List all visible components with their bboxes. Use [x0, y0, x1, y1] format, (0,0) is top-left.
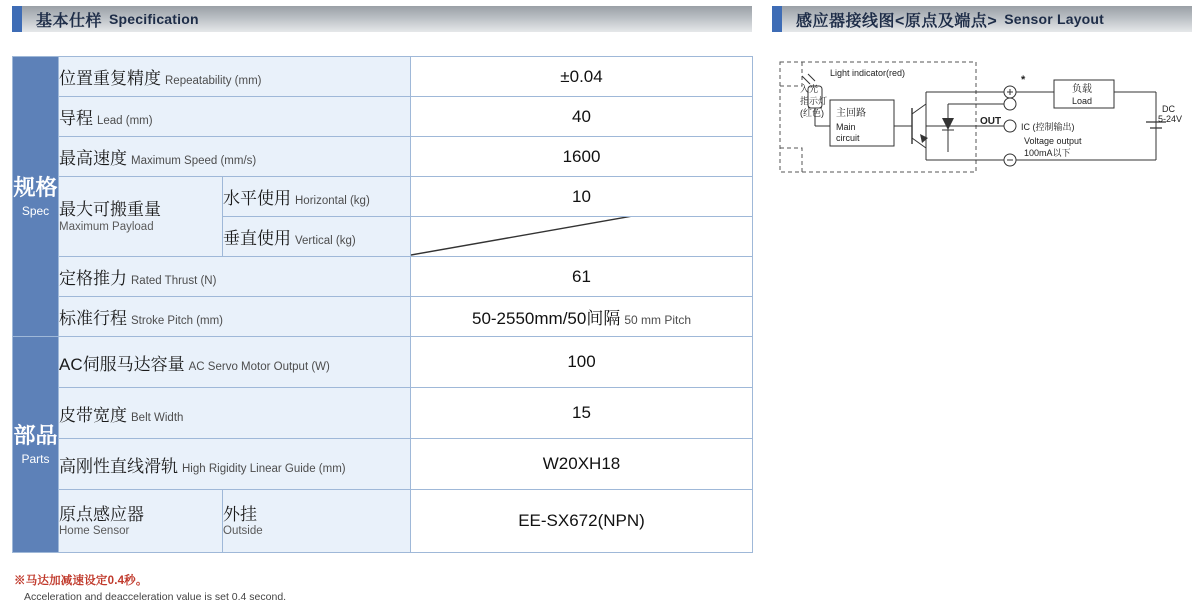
- sensor-section-header: [772, 6, 1192, 32]
- ic-output-label: IC (控制输出): [1021, 122, 1075, 132]
- light-indicator-label-cn-1: 入光: [800, 84, 819, 94]
- group-label-spec: [13, 57, 59, 337]
- row-label-linear-guide-en: High Rigidity Linear Guide (mm): [182, 462, 346, 475]
- table-row: [13, 337, 753, 388]
- row-label-repeatability-cn: 位置重复精度: [59, 69, 161, 88]
- row-label-payload-vertical-en: Vertical (kg): [295, 235, 356, 247]
- row-label-max-speed-en: Maximum Speed (mm/s): [131, 155, 257, 167]
- footnote-cn: ※马达加减速设定0.4秒。: [14, 575, 148, 587]
- footnote-en: Acceleration and deacceleration value is set 0.4 second.: [24, 591, 287, 603]
- row-label-rated-thrust-en: Rated Thrust (N): [131, 275, 217, 287]
- row-label-payload-horizontal-cn: 水平使用: [223, 189, 291, 208]
- row-label-max-payload: [59, 177, 223, 257]
- row-label-home-sensor-outside-cn: 外挂: [223, 504, 257, 524]
- row-label-belt-width-en: Belt Width: [131, 411, 184, 424]
- row-label-home-sensor-cn: 原点感应器: [59, 504, 144, 524]
- row-value-rated-thrust: 61: [411, 257, 753, 297]
- row-label-rated-thrust: [59, 257, 411, 297]
- row-label-home-sensor-outside: [223, 490, 411, 553]
- table-row: [13, 177, 753, 217]
- row-value-stroke-pitch-main: 50-2550mm/50间隔: [471, 309, 621, 328]
- row-label-rated-thrust-cn: 定格推力: [59, 269, 127, 288]
- light-indicator-label-cn-2: 指示灯: [800, 96, 828, 106]
- dc-label-1: DC: [1162, 104, 1175, 114]
- row-label-lead-cn: 导程: [59, 109, 93, 128]
- row-label-repeatability: [59, 57, 411, 97]
- row-value-stroke-pitch-sub: 50 mm Pitch: [624, 313, 692, 327]
- spec-section-header: [12, 6, 752, 32]
- row-label-home-sensor: [59, 490, 223, 553]
- row-label-max-payload-en: Maximum Payload: [59, 220, 154, 233]
- specification-table: [12, 56, 753, 553]
- row-label-belt-width-cn: 皮带宽度: [59, 405, 127, 425]
- table-row: [13, 257, 753, 297]
- table-row: [13, 97, 753, 137]
- spec-header-title-cn: 基本仕样: [36, 12, 103, 30]
- main-circuit-label-cn: 主回路: [836, 108, 866, 119]
- row-value-stroke-pitch: [411, 297, 753, 337]
- sensor-wiring-schematic: [772, 48, 1192, 198]
- light-indicator-label-en: Light indicator(red): [830, 68, 906, 78]
- diagonal-strike-icon: [411, 217, 752, 256]
- row-label-max-speed: [59, 137, 411, 177]
- row-label-home-sensor-outside-en: Outside: [223, 525, 263, 538]
- out-terminal-label: OUT: [980, 116, 1002, 127]
- row-label-servo-motor-output: [59, 337, 411, 388]
- group-label-parts: [13, 337, 59, 553]
- sensor-header-title-cn: 感应器接线图<原点及端点>: [796, 12, 998, 30]
- row-label-stroke-pitch: [59, 297, 411, 337]
- row-label-belt-width: [59, 388, 411, 439]
- spec-header-bar: [22, 6, 752, 32]
- row-label-max-speed-cn: 最高速度: [59, 149, 127, 168]
- row-label-servo-motor-output-en: AC Servo Motor Output (W): [188, 360, 330, 373]
- row-label-payload-horizontal: [223, 177, 411, 217]
- row-value-repeatability: ±0.04: [411, 57, 753, 97]
- row-label-linear-guide: [59, 439, 411, 490]
- light-indicator-label-cn-3: (红色): [800, 108, 824, 118]
- load-label-cn: 负载: [1072, 84, 1092, 95]
- row-label-stroke-pitch-cn: 标准行程: [59, 309, 127, 328]
- main-circuit-label-en-1: Main: [836, 122, 856, 132]
- row-value-belt-width: 15: [411, 388, 753, 439]
- row-label-stroke-pitch-en: Stroke Pitch (mm): [131, 315, 224, 327]
- table-row: [13, 297, 753, 337]
- group-label-parts-en: Parts: [21, 452, 50, 467]
- row-label-payload-vertical-cn: 垂直使用: [223, 229, 291, 248]
- row-value-linear-guide: W20XH18: [411, 439, 753, 490]
- group-label-parts-cn: 部品: [13, 422, 58, 448]
- row-value-max-speed: 1600: [411, 137, 753, 177]
- load-label-en: Load: [1072, 96, 1093, 106]
- asterisk-marker: *: [1021, 74, 1026, 86]
- row-value-home-sensor: EE-SX672(NPN): [411, 490, 753, 553]
- table-row: [13, 388, 753, 439]
- row-label-lead: [59, 97, 411, 137]
- spec-header-accent-bar: [12, 6, 22, 32]
- table-row: [13, 439, 753, 490]
- row-label-home-sensor-en: Home Sensor: [59, 525, 130, 538]
- row-label-linear-guide-cn: 高刚性直线滑轨: [59, 456, 178, 476]
- row-label-repeatability-en: Repeatability (mm): [165, 75, 262, 87]
- main-circuit-label-en-2: circuit: [836, 133, 860, 143]
- table-row: [13, 490, 753, 553]
- group-label-spec-en: Spec: [21, 204, 50, 219]
- row-value-lead: 40: [411, 97, 753, 137]
- voltage-output-limit-label: 100mA以下: [1024, 148, 1071, 158]
- row-label-max-payload-cn: 最大可搬重量: [59, 200, 161, 220]
- sensor-header-bar: [782, 6, 1192, 32]
- row-label-payload-vertical: [223, 217, 411, 257]
- footnote: [14, 572, 614, 603]
- table-row: [13, 57, 753, 97]
- row-label-servo-motor-output-cn: AC伺服马达容量: [59, 354, 185, 374]
- dc-label-2: 5-24V: [1158, 114, 1183, 124]
- row-value-payload-vertical-not-available: [411, 217, 753, 257]
- row-label-payload-horizontal-en: Horizontal (kg): [295, 195, 370, 207]
- table-row: [13, 137, 753, 177]
- group-label-spec-cn: 规格: [13, 174, 58, 200]
- row-value-payload-horizontal: 10: [411, 177, 753, 217]
- sensor-header-title-en: Sensor Layout: [1004, 11, 1105, 27]
- row-label-lead-en: Lead (mm): [97, 115, 153, 127]
- sensor-wiring-diagram: [772, 48, 1192, 198]
- voltage-output-label-en: Voltage output: [1024, 136, 1082, 146]
- row-value-servo-motor-output: 100: [411, 337, 753, 388]
- spec-header-title-en: Specification: [109, 11, 199, 27]
- sensor-header-accent-bar: [772, 6, 782, 32]
